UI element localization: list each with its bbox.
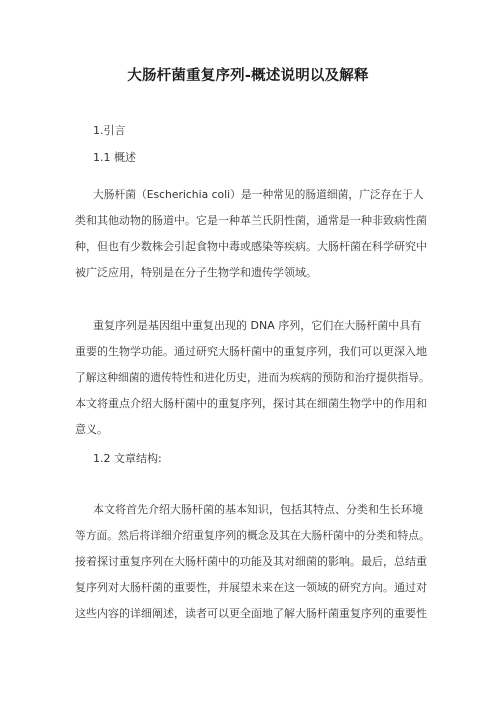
paragraph-line: 本文将首先介绍大肠杆菌的基本知识，包括其特点、分类和生长环境 <box>93 503 423 516</box>
paragraph-line: 重复序列是基因组中重复出现的 DNA 序列，它们在大肠杆菌中具有 <box>93 319 422 332</box>
paragraph-line: 本文将重点介绍大肠杆菌中的重复序列，探讨其在细菌生物学中的作用和 <box>75 397 427 410</box>
paragraph-line: 类和其他动物的肠道中。它是一种革兰氏阴性菌，通常是一种非致病性菌 <box>75 214 427 227</box>
paragraph-line: 种，但也有少数株会引起食物中毒或感染等疾病。大肠杆菌在科学研究中 <box>75 240 427 253</box>
paragraph-line: 等方面。然后将详细介绍重复序列的概念及其在大肠杆菌中的分类和特点。 <box>75 529 430 542</box>
section-heading-overview: 1.1 概述 <box>93 151 136 164</box>
document-title: 大肠杆菌重复序列-概述说明以及解释 <box>127 68 369 84</box>
paragraph-line: 这些内容的详细阐述，读者可以更全面地了解大肠杆菌重复序列的重要性 <box>75 607 427 620</box>
paragraph-line: 复序列对大肠杆菌的重要性，并展望未来在这一领域的研究方向。通过对 <box>75 581 427 594</box>
paragraph-line: 了解这种细菌的遗传特性和进化历史，进而为疾病的预防和治疗提供指导。 <box>75 371 430 384</box>
paragraph-line: 意义。 <box>75 423 108 436</box>
section-heading-introduction: 1.引言 <box>93 124 126 137</box>
paragraph-line: 重要的生物学功能。通过研究大肠杆菌中的重复序列，我们可以更深入地 <box>75 345 427 358</box>
paragraph-line: 接着探讨重复序列在大肠杆菌中的功能及其对细菌的影响。最后，总结重 <box>75 555 427 568</box>
paragraph-line: 被广泛应用，特别是在分子生物学和遗传学领域。 <box>75 266 317 279</box>
paragraph-line: 大肠杆菌（Escherichia coli）是一种常见的肠道细菌，广泛存在于人 <box>93 188 424 201</box>
section-heading-structure: 1.2 文章结构: <box>93 452 162 465</box>
